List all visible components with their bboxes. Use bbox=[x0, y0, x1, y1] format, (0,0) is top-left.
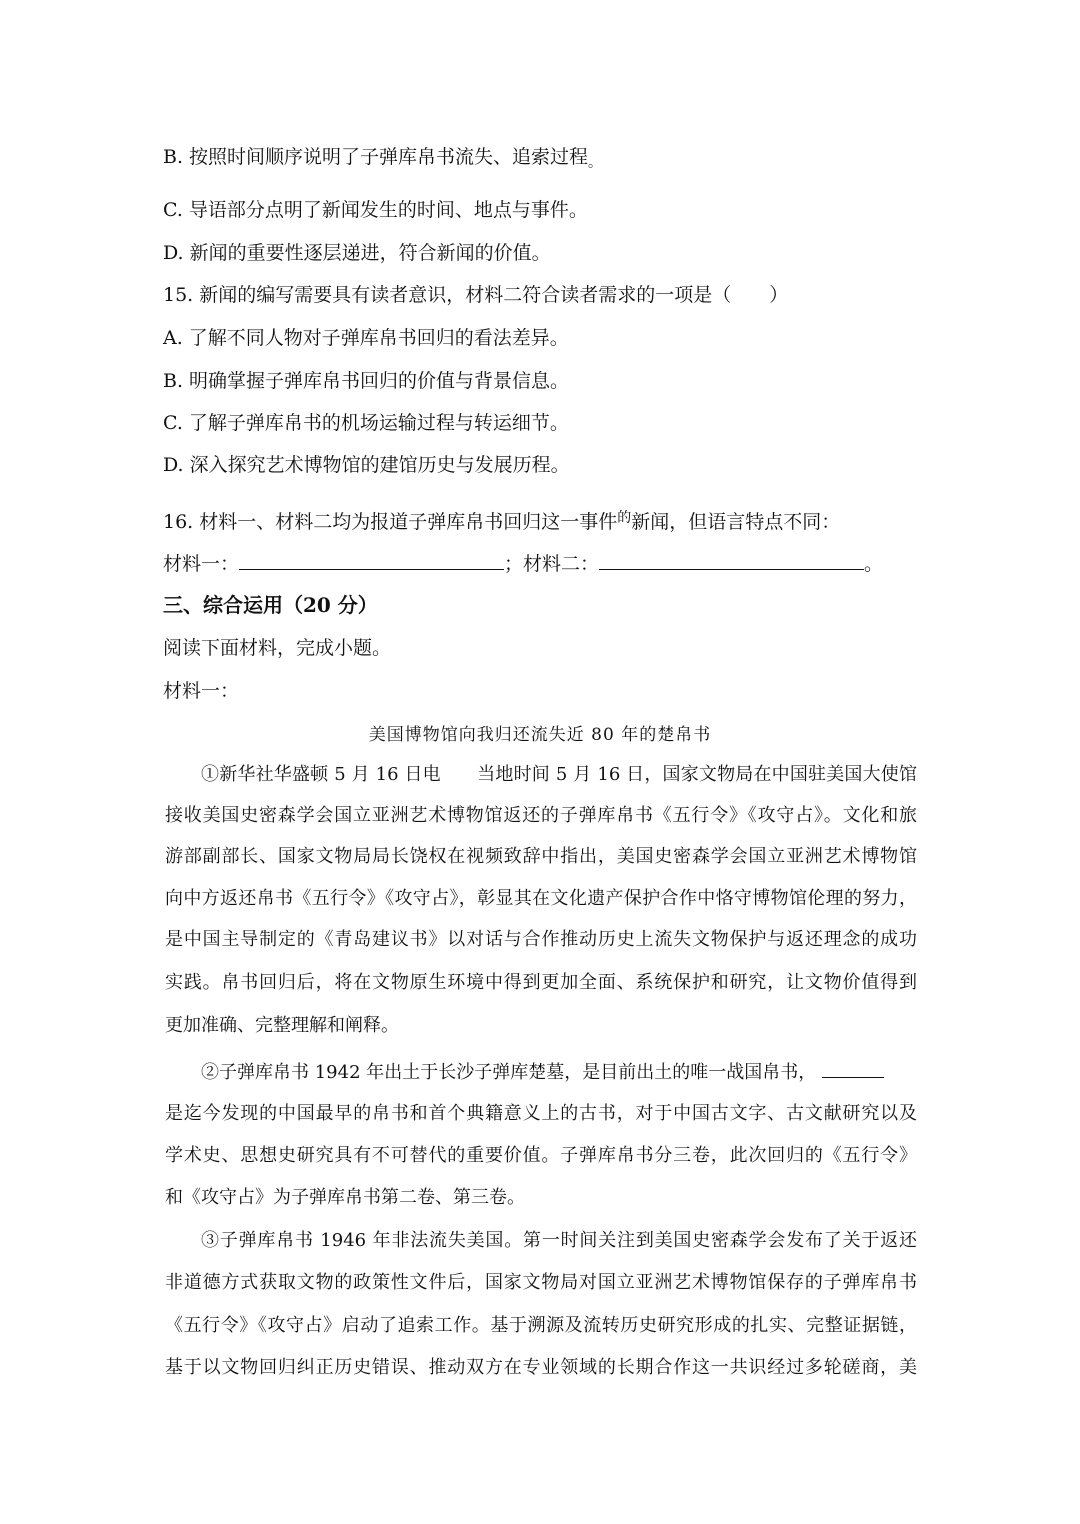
q16-label-material1: 材料一： bbox=[163, 553, 240, 575]
q14-option-c bbox=[163, 198, 588, 222]
material-label: 材料一： bbox=[163, 680, 240, 702]
option-mark: C. bbox=[163, 199, 183, 221]
article-p2-text: ②子弹库帛书 1942 年出土于长沙子弹库楚墓，是目前出土的唯一战国帛书， bbox=[201, 1062, 817, 1083]
article-p1-line: 接收美国史密森学会国立亚洲艺术博物馆返还的子弹库帛书《五行令》《攻守占》。文化和旅 bbox=[165, 805, 917, 826]
q16-stem-part-a: 16. 材料一、材料二均为报道子弹库帛书回归这一事件 bbox=[163, 511, 618, 533]
option-mark: A. bbox=[163, 327, 183, 349]
option-tail: 。 bbox=[588, 155, 603, 171]
article-blank[interactable] bbox=[822, 1059, 884, 1078]
q14-option-b bbox=[163, 145, 602, 175]
option-text: 按照时间顺序说明了子弹库帛书流失、追索过程 bbox=[189, 146, 589, 168]
option-text: 导语部分点明了新闻发生的时间、地点与事件。 bbox=[188, 199, 588, 221]
option-mark: D. bbox=[163, 242, 184, 264]
q15-option-b bbox=[163, 369, 569, 393]
q16-answer-line bbox=[163, 551, 883, 576]
option-mark: C. bbox=[163, 412, 183, 434]
article-p2-line: 和《攻守占》为子弹库帛书第二卷、第三卷。 bbox=[165, 1187, 525, 1208]
article-p2-line: 学术史、思想史研究具有不可替代的重要价值。子弹库帛书分三卷，此次回归的《五行令》 bbox=[165, 1145, 917, 1166]
article-p3-line: ③子弹库帛书 1946 年非法流失美国。第一时间关注到美国史密森学会发布了关于返还 bbox=[201, 1230, 917, 1251]
q15-stem: 15. 新闻的编写需要具有读者意识，材料二符合读者需求的一项是（ ） bbox=[163, 284, 789, 306]
article-p1-line: ①新华社华盛顿 5 月 16 日电 当地时间 5 月 16 日，国家文物局在中国驻美国大使馆 bbox=[201, 764, 917, 785]
article-p3-line: 基于以文物回归纠正历史错误、推动双方在专业领域的长期合作这一共识经过多轮磋商，美 bbox=[165, 1357, 917, 1378]
option-mark: D. bbox=[163, 454, 184, 476]
q16-stem-sup: 的 bbox=[617, 510, 632, 526]
q16-stem-part-b: 新闻，但语言特点不同： bbox=[631, 511, 841, 533]
answer-blank-material2[interactable] bbox=[599, 551, 864, 570]
q15-option-d bbox=[163, 453, 570, 477]
option-text: 明确掌握子弹库帛书回归的价值与背景信息。 bbox=[189, 370, 570, 392]
article-title: 美国博物馆向我归还流失近 80 年的楚帛书 bbox=[368, 725, 712, 745]
q16-separator: ；材料二： bbox=[504, 553, 600, 575]
article-p1-line: 更加准确、完整理解和阐释。 bbox=[165, 1015, 399, 1036]
article-p1-line: 游部副部长、国家文物局局长饶权在视频致辞中指出，美国史密森学会国立亚洲艺术博物馆 bbox=[165, 846, 917, 867]
option-text: 了解不同人物对子弹库帛书回归的看法差异。 bbox=[188, 327, 569, 349]
answer-blank-material1[interactable] bbox=[239, 551, 504, 570]
q16-end: 。 bbox=[864, 553, 884, 575]
article-p1-line: 实践。帛书回归后，将在文物原生环境中得到更加全面、系统保护和研究，让文物价值得到 bbox=[165, 972, 917, 993]
option-text: 深入探究艺术博物馆的建馆历史与发展历程。 bbox=[189, 454, 570, 476]
q14-option-d bbox=[163, 241, 551, 265]
article-p3-line: 《五行令》《攻守占》启动了追索工作。基于溯源及流转历史研究形成的扎实、完整证据链， bbox=[165, 1315, 917, 1336]
article-p2-line bbox=[165, 1059, 917, 1085]
article-p1-line: 是中国主导制定的《青岛建议书》以对话与合作推动历史上流失文物保护与返还理念的成功 bbox=[165, 929, 917, 950]
option-text: 新闻的重要性逐层递进，符合新闻的价值。 bbox=[189, 242, 551, 264]
option-text: 了解子弹库帛书的机场运输过程与转运细节。 bbox=[188, 412, 569, 434]
article-p3-line: 非道德方式获取文物的政策性文件后，国家文物局对国立亚洲艺术博物馆保存的子弹库帛书 bbox=[165, 1272, 917, 1293]
q15-option-a bbox=[163, 326, 569, 350]
q16-stem bbox=[163, 506, 840, 534]
q15-option-c bbox=[163, 411, 569, 435]
option-mark: B. bbox=[163, 370, 184, 392]
section-instruction: 阅读下面材料，完成小题。 bbox=[163, 637, 392, 659]
article-p1-line: 向中方返还帛书《五行令》《攻守占》，彰显其在文化遗产保护合作中恪守博物馆伦理的努力， bbox=[165, 888, 917, 909]
section-heading: 三、综合运用（20 分） bbox=[163, 593, 378, 617]
article-p2-line: 是迄今发现的中国最早的帛书和首个典籍意义上的古书，对于中国古文字、古文献研究以及 bbox=[165, 1103, 917, 1124]
option-mark: B. bbox=[163, 146, 184, 168]
